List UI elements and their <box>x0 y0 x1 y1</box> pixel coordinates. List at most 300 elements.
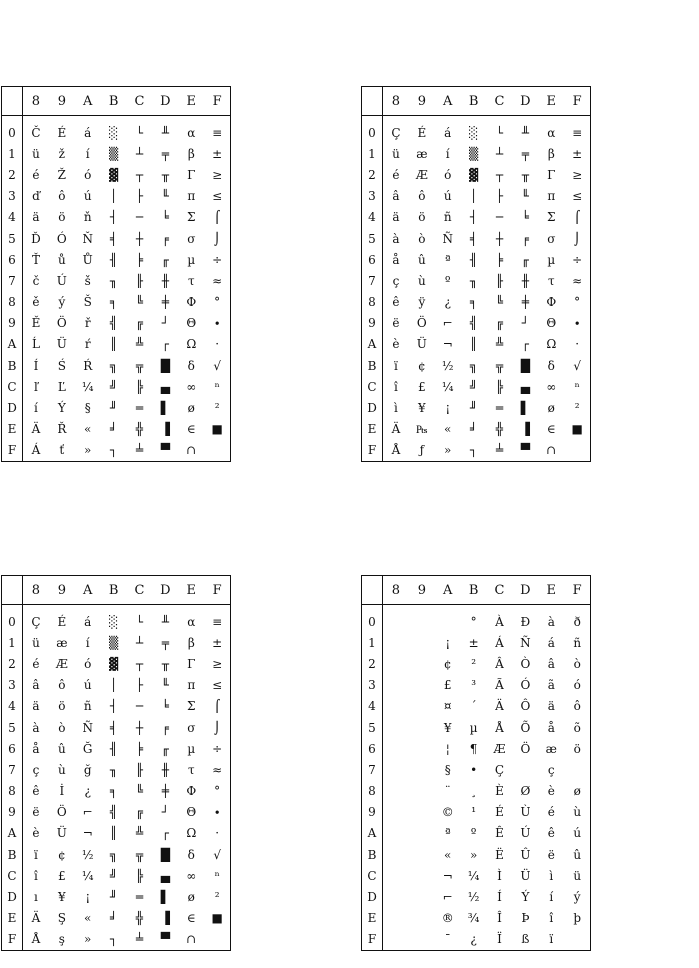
character-cell: ⌐ <box>82 805 93 820</box>
character-cell <box>383 886 409 907</box>
character-cell: α <box>187 614 196 629</box>
character-cell: ╨ <box>161 614 170 629</box>
character-cell: ╥ <box>161 656 170 671</box>
character-cell: ╫ <box>521 273 530 288</box>
character-cell: í <box>85 146 90 161</box>
character-cell: Ë <box>495 847 504 862</box>
character-cell: ± <box>212 146 223 161</box>
character-cell: √ <box>213 358 221 373</box>
row-header: 6 <box>2 249 23 270</box>
character-cell: î <box>394 379 398 394</box>
character-cell <box>383 802 409 823</box>
character-cell: ╜ <box>110 401 118 416</box>
row-header: 1 <box>2 632 23 653</box>
character-cell: ╔ <box>135 316 144 331</box>
character-cell: ╫ <box>161 273 170 288</box>
character-cell <box>383 908 409 929</box>
character-cell: ╔ <box>135 805 144 820</box>
character-cell: ú <box>83 678 92 693</box>
code-page-table-2 <box>361 86 591 462</box>
character-cell: ┌ <box>161 826 170 841</box>
row-header: 7 <box>362 759 383 780</box>
character-cell: É <box>57 614 67 629</box>
character-cell: ╬ <box>135 911 144 926</box>
character-cell: õ <box>573 720 581 735</box>
character-cell: Ď <box>31 231 41 246</box>
character-cell: ╧ <box>495 443 504 458</box>
table-row <box>362 397 591 418</box>
column-header: 8 <box>383 87 409 116</box>
character-cell: þ <box>573 911 582 926</box>
character-cell: ╤ <box>161 635 170 650</box>
table-row <box>362 611 591 632</box>
code-page-table-1 <box>1 86 231 462</box>
character-cell: ľ <box>34 379 38 394</box>
character-cell: ∞ <box>546 379 557 394</box>
row-header: 9 <box>362 802 383 823</box>
character-cell: Ý <box>57 401 66 416</box>
character-cell: ╧ <box>135 443 144 458</box>
table-row <box>2 419 231 440</box>
character-cell: ┤ <box>110 699 118 714</box>
character-cell: ù <box>57 762 66 777</box>
character-cell: ž <box>58 146 65 161</box>
character-cell: Ö <box>520 741 531 756</box>
character-cell: « <box>84 422 92 437</box>
character-cell: ° <box>574 295 581 310</box>
character-cell: Ñ <box>442 231 453 246</box>
character-cell: ▓ <box>109 656 119 671</box>
character-cell: Å <box>391 443 401 458</box>
character-cell: ┬ <box>135 167 144 182</box>
character-cell: δ <box>187 847 195 862</box>
character-cell: ╤ <box>161 146 170 161</box>
character-cell: Ś <box>57 358 66 373</box>
character-cell: ║ <box>470 337 478 352</box>
row-header: 1 <box>2 143 23 164</box>
character-cell: ▒ <box>109 146 119 161</box>
character-cell: ∙ <box>214 805 221 820</box>
character-cell: ≡ <box>212 125 223 140</box>
character-cell: ≤ <box>572 189 583 204</box>
character-cell: Ľ <box>57 379 66 394</box>
character-cell: É <box>57 125 67 140</box>
character-cell: º <box>444 273 451 288</box>
character-cell: · <box>215 337 220 352</box>
table-row <box>362 143 591 164</box>
character-cell: ╢ <box>110 252 118 267</box>
character-cell: ╡ <box>470 231 478 246</box>
character-cell: ├ <box>135 189 144 204</box>
column-header: F <box>564 576 590 605</box>
column-header: D <box>152 576 178 605</box>
character-cell <box>409 781 435 802</box>
table-row <box>2 122 231 143</box>
character-cell: ┌ <box>521 337 530 352</box>
row-header: 4 <box>362 696 383 717</box>
row-header: 8 <box>362 292 383 313</box>
character-cell: ¬ <box>442 337 453 352</box>
character-cell: ╣ <box>470 316 478 331</box>
character-cell <box>204 440 230 462</box>
character-cell: ╛ <box>110 422 118 437</box>
character-cell: § <box>84 401 91 416</box>
character-cell: È <box>495 784 504 799</box>
character-cell: ╣ <box>110 316 118 331</box>
character-cell: ⁿ <box>574 379 580 394</box>
character-cell <box>409 717 435 738</box>
column-header: E <box>178 87 204 116</box>
character-cell: ¬ <box>442 868 453 883</box>
character-cell: ä <box>392 210 400 225</box>
row-header: 5 <box>2 228 23 249</box>
character-cell: σ <box>187 231 196 246</box>
column-header: D <box>512 576 538 605</box>
character-cell: ä <box>32 210 40 225</box>
character-cell: É <box>417 125 427 140</box>
table-row <box>2 313 231 334</box>
character-cell: ┐ <box>110 443 118 458</box>
row-header: A <box>362 823 383 844</box>
character-cell: Ü <box>520 868 531 883</box>
row-header: A <box>2 334 23 355</box>
row-header: 4 <box>2 207 23 228</box>
character-cell: ¬ <box>82 826 93 841</box>
character-cell: █ <box>520 358 531 373</box>
row-header: 0 <box>362 122 383 143</box>
character-cell: Á <box>31 443 41 458</box>
character-cell: ³ <box>471 678 477 693</box>
character-cell: Θ <box>186 805 197 820</box>
character-cell: Ä <box>391 422 401 437</box>
character-cell: Ä <box>31 422 41 437</box>
character-cell: π <box>187 678 196 693</box>
character-cell <box>409 886 435 907</box>
character-cell: ├ <box>495 189 504 204</box>
row-header: F <box>2 440 23 462</box>
character-cell: ¡ <box>445 401 451 416</box>
character-cell: ╝ <box>110 379 118 394</box>
character-cell: º <box>470 826 477 841</box>
row-header: D <box>362 397 383 418</box>
character-cell: à <box>392 231 400 246</box>
table-row <box>2 164 231 185</box>
character-cell <box>564 929 590 951</box>
character-cell: ö <box>58 210 66 225</box>
table-row <box>2 717 231 738</box>
character-cell <box>383 611 409 632</box>
character-cell: ¢ <box>443 656 452 671</box>
table-row <box>362 823 591 844</box>
table-row <box>2 292 231 313</box>
character-cell: ∩ <box>546 443 557 458</box>
character-cell: π <box>547 189 556 204</box>
row-header: 2 <box>2 164 23 185</box>
character-cell: ┤ <box>110 210 118 225</box>
column-header: E <box>178 576 204 605</box>
character-cell: Σ <box>547 210 556 225</box>
character-cell: █ <box>160 358 171 373</box>
character-cell: ╩ <box>135 337 144 352</box>
character-cell: Φ <box>546 295 557 310</box>
character-cell: ¢ <box>58 847 66 862</box>
character-cell: ┐ <box>110 932 118 947</box>
character-cell: Î <box>497 911 502 926</box>
column-header: E <box>538 576 564 605</box>
table-row <box>362 270 591 291</box>
row-header: B <box>362 355 383 376</box>
table-row <box>362 164 591 185</box>
character-cell <box>409 696 435 717</box>
character-cell <box>409 738 435 759</box>
character-cell: ╗ <box>110 847 118 862</box>
character-cell <box>383 717 409 738</box>
table-row <box>2 675 231 696</box>
character-cell: ≥ <box>572 167 583 182</box>
character-cell: ╧ <box>135 932 144 947</box>
character-cell: û <box>573 847 582 862</box>
character-cell: ô <box>58 678 66 693</box>
character-cell: ▄ <box>520 379 531 394</box>
character-cell <box>435 611 461 632</box>
character-cell: ∙ <box>214 316 221 331</box>
character-cell: ╞ <box>135 252 144 267</box>
character-cell: í <box>85 635 90 650</box>
character-cell: ± <box>572 146 583 161</box>
character-cell: │ <box>470 189 478 204</box>
row-header: 3 <box>2 186 23 207</box>
character-cell: ≥ <box>212 167 223 182</box>
character-cell: ≥ <box>212 656 223 671</box>
character-cell: ¡ <box>445 635 451 650</box>
character-cell: ë <box>547 847 555 862</box>
table-row <box>362 844 591 865</box>
row-header: 8 <box>2 781 23 802</box>
character-cell: ë <box>32 805 40 820</box>
column-header: A <box>435 576 461 605</box>
character-cell: ╒ <box>161 720 170 735</box>
character-cell: ╦ <box>495 358 504 373</box>
character-cell: Ï <box>497 932 502 947</box>
code-page-table-3 <box>1 575 231 951</box>
character-cell: δ <box>187 358 195 373</box>
row-header: B <box>362 844 383 865</box>
character-cell: ╕ <box>110 784 118 799</box>
character-cell: Ú <box>520 826 531 841</box>
character-cell <box>409 759 435 780</box>
character-cell: ▀ <box>520 443 531 458</box>
character-cell <box>409 632 435 653</box>
table-row <box>2 228 231 249</box>
character-cell: ╡ <box>110 720 118 735</box>
character-cell: ┘ <box>521 316 530 331</box>
character-cell: í <box>34 401 38 416</box>
character-cell: β <box>187 635 195 650</box>
character-cell: ┐ <box>470 443 478 458</box>
column-header: E <box>538 87 564 116</box>
table-row <box>362 207 591 228</box>
character-cell <box>564 759 590 780</box>
character-cell: Ó <box>520 678 531 693</box>
row-header: 2 <box>362 164 383 185</box>
table-row <box>362 292 591 313</box>
character-cell: ∩ <box>186 932 197 947</box>
row-header: D <box>362 886 383 907</box>
character-cell: É <box>495 805 504 820</box>
character-cell: α <box>547 125 556 140</box>
character-cell: ñ <box>573 635 582 650</box>
character-cell: ≡ <box>212 614 223 629</box>
row-header: E <box>2 908 23 929</box>
character-cell: · <box>215 826 220 841</box>
character-cell: è <box>392 337 400 352</box>
character-cell: ê <box>32 784 40 799</box>
character-cell: ò <box>573 656 581 671</box>
character-cell: ╞ <box>495 252 504 267</box>
character-cell: À <box>495 614 504 629</box>
character-cell: Í <box>33 358 39 373</box>
character-cell: ╚ <box>495 295 504 310</box>
character-cell: İ <box>59 784 65 799</box>
character-cell: ² <box>214 890 220 905</box>
row-header: 9 <box>2 313 23 334</box>
character-cell: ⌡ <box>574 231 581 246</box>
character-cell: ¶ <box>469 741 478 756</box>
row-header: B <box>2 844 23 865</box>
column-header: A <box>75 576 101 605</box>
character-cell: ñ <box>83 699 92 714</box>
character-cell: ÷ <box>572 252 583 267</box>
row-header: 6 <box>362 249 383 270</box>
table-row <box>2 186 231 207</box>
character-cell: ▓ <box>109 167 119 182</box>
character-cell: ╓ <box>161 741 170 756</box>
character-cell: ¥ <box>443 720 452 735</box>
character-cell: ╨ <box>161 125 170 140</box>
character-cell <box>512 759 538 780</box>
row-header: 2 <box>2 653 23 674</box>
character-cell <box>409 844 435 865</box>
character-cell: ó <box>444 167 452 182</box>
column-header: B <box>101 576 127 605</box>
code-page-table-4 <box>361 575 591 951</box>
table-row <box>2 738 231 759</box>
character-cell: ╜ <box>110 890 118 905</box>
row-header: C <box>2 865 23 886</box>
table-row <box>2 908 231 929</box>
character-cell: ┴ <box>135 146 144 161</box>
character-cell: · <box>575 337 580 352</box>
character-cell <box>383 632 409 653</box>
character-cell: └ <box>135 125 144 140</box>
character-cell: æ <box>545 741 557 756</box>
character-cell: ─ <box>135 210 144 225</box>
character-cell: ▌ <box>520 401 531 416</box>
character-cell: ╚ <box>135 295 144 310</box>
character-cell: Ù <box>520 805 531 820</box>
character-cell: ² <box>574 401 580 416</box>
character-cell: ý <box>573 890 581 905</box>
character-cell: ▌ <box>160 401 171 416</box>
character-cell: » <box>84 932 92 947</box>
row-header: 1 <box>362 632 383 653</box>
character-cell: ö <box>573 741 581 756</box>
character-cell: ∩ <box>186 443 197 458</box>
character-cell: î <box>549 911 554 926</box>
character-cell: ì <box>549 868 554 883</box>
character-cell: │ <box>110 678 118 693</box>
character-cell: Æ <box>415 167 428 182</box>
character-cell: ╢ <box>470 252 478 267</box>
character-cell: Ş <box>57 911 66 926</box>
character-cell: ⁿ <box>214 379 220 394</box>
character-cell: ╩ <box>495 337 504 352</box>
character-cell: £ <box>58 868 66 883</box>
character-cell: ¼ <box>81 379 94 394</box>
table-row <box>362 632 591 653</box>
column-header: D <box>512 87 538 116</box>
character-cell: ⌡ <box>214 720 221 735</box>
character-cell: î <box>34 868 38 883</box>
character-cell: Ø <box>520 784 531 799</box>
character-cell: ░ <box>109 125 119 140</box>
character-cell: ╟ <box>495 273 504 288</box>
character-cell: ╠ <box>495 379 504 394</box>
character-cell: Å <box>495 720 504 735</box>
character-cell: æ <box>56 635 68 650</box>
character-cell: ╬ <box>495 422 504 437</box>
column-header: B <box>461 576 487 605</box>
character-cell: ² <box>214 401 220 416</box>
table-row <box>2 270 231 291</box>
character-cell: Ã <box>495 678 504 693</box>
character-cell: ╦ <box>135 358 144 373</box>
row-header: 5 <box>2 717 23 738</box>
character-cell: │ <box>110 189 118 204</box>
character-cell: ² <box>471 656 477 671</box>
character-cell: ┘ <box>161 805 170 820</box>
character-cell: τ <box>547 273 555 288</box>
character-cell: ë <box>392 316 400 331</box>
character-cell: ù <box>417 273 426 288</box>
table-row <box>2 207 231 228</box>
character-cell: Û <box>520 847 531 862</box>
table-row <box>362 759 591 780</box>
character-cell: ± <box>468 635 479 650</box>
character-cell: á <box>444 125 452 140</box>
character-cell: © <box>441 805 454 820</box>
character-cell: Ř <box>57 422 67 437</box>
character-cell: ° <box>470 614 477 629</box>
character-cell <box>383 823 409 844</box>
character-cell: µ <box>187 252 196 267</box>
character-cell: ş <box>58 932 65 947</box>
row-header: 0 <box>2 611 23 632</box>
character-cell: ü <box>392 146 400 161</box>
character-cell: ▄ <box>160 379 171 394</box>
character-cell: Ç <box>31 614 41 629</box>
character-cell: ╓ <box>161 252 170 267</box>
character-cell: ∈ <box>546 422 556 437</box>
character-cell: π <box>187 189 196 204</box>
table-row <box>362 929 591 951</box>
table-row <box>2 781 231 802</box>
character-cell: ç <box>547 762 555 777</box>
character-cell: ∈ <box>186 911 196 926</box>
character-cell: ü <box>573 868 582 883</box>
character-cell: σ <box>547 231 556 246</box>
character-cell: ╖ <box>110 762 118 777</box>
